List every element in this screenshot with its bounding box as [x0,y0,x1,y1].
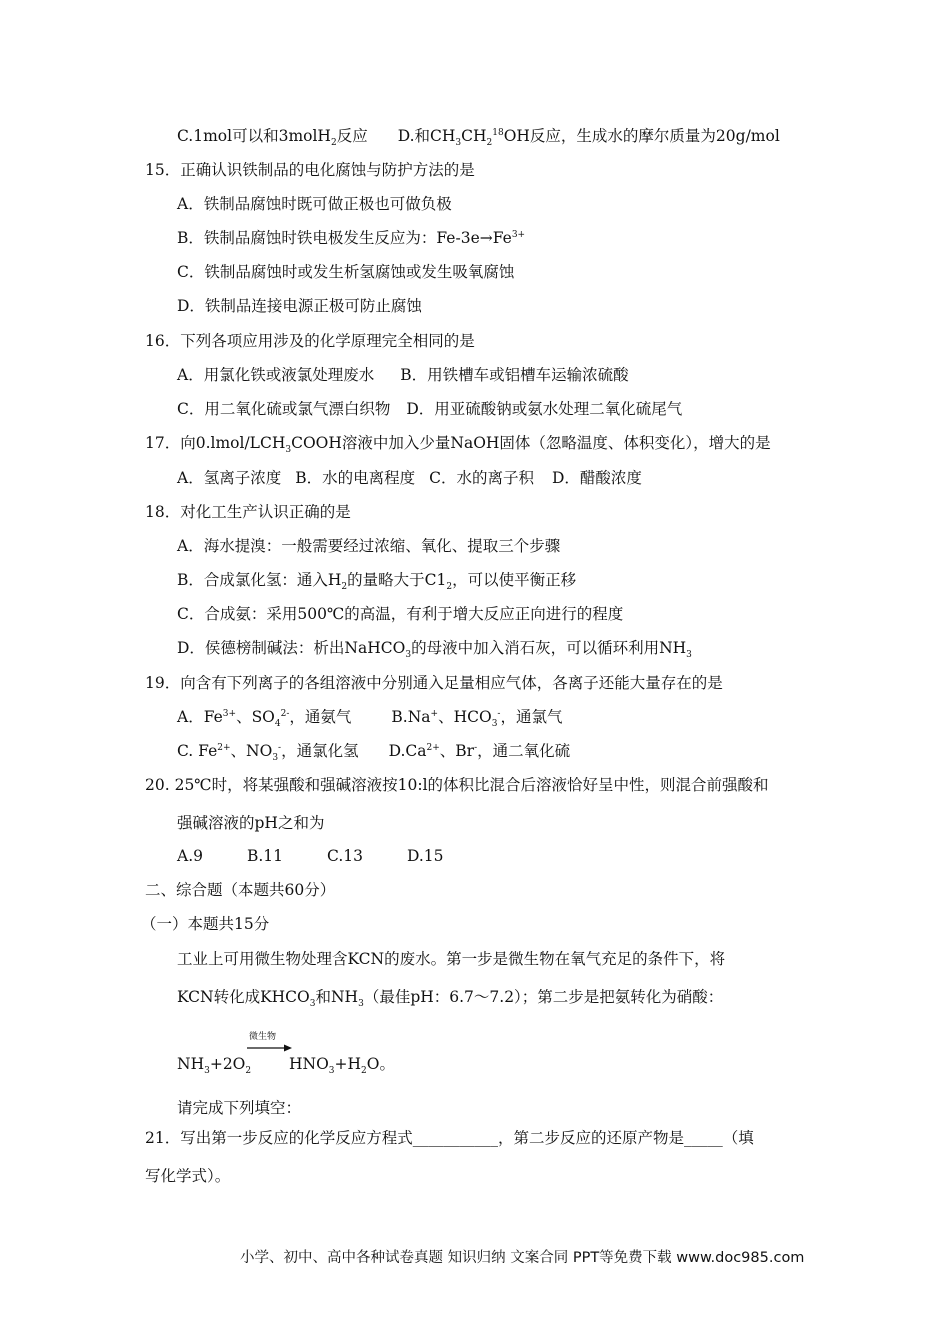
instruction: 请完成下列填空： [177,1099,302,1117]
q20-options [177,846,444,866]
equation-left: $NH_3+2O_2$ [177,1055,252,1077]
intro-paragraph-line1: 工业上可用微生物处理含KCN的废水。第一步是微生物在氧气充足的条件下，将 [177,950,726,968]
q14-option-c: C.1mol可以和3molH$_2$反应 [177,127,368,149]
q17-option-a: A．氢离子浓度 [177,469,282,487]
intro-paragraph-line2: KCN转化成$KHCO_3$和$NH_3$（最佳pH：6.7～7.2）；第二步是把氨转化为硝酸： [177,988,724,1010]
q17-options [177,468,642,488]
part-heading: （一）本题共15分 [141,915,270,933]
right-arrow-icon [247,1044,293,1052]
q16-options-cd [177,399,682,419]
q14-options [177,126,780,149]
footer: 小学、初中、高中各种试卷真题 知识归纳 文案合同 PPT等免费下载 www.doc985.com [240,1250,805,1266]
q19-option-c: C. $Fe^{2+}$、$NO_3^-$，通氯化氢 [177,742,359,764]
q21-line2: 写化学式）。 [145,1167,231,1185]
q18-option-c: C．合成氨：采用500℃的高温，有利于增大反应正向进行的程度 [177,605,624,623]
q18-option-a: A．海水提溴：一般需要经过浓缩、氧化、提取三个步骤 [177,537,561,555]
q19-options-ab [177,707,563,730]
section-title: 二、综合题（本题共60分） [145,881,336,899]
q19-option-a: A．$Fe^{3+}$、$SO_4^{2-}$，通氨气 [177,708,352,730]
q20-option-d: D.15 [407,847,444,865]
q16-option-d: D．用亚硫酸钠或氨水处理二氧化硫尾气 [406,400,683,418]
q15-option-b: B．铁制品腐蚀时铁电极发生反应为：$Fe-3e\to Fe^{3+}$ [177,229,526,247]
q15-stem: 15．正确认识铁制品的电化腐蚀与防护方法的是 [145,161,475,179]
q19-option-b: B.Na+、$HCO_3^-$，通氯气 [391,708,563,730]
q18-stem: 18．对化工生产认识正确的是 [145,503,351,521]
q20-option-b: B.11 [246,847,284,865]
q19-options-cd [177,741,571,764]
q16-stem: 16．下列各项应用涉及的化学原理完全相同的是 [145,332,475,350]
q17-stem: 17．向$0.lmol/LCH_3COOH$溶液中加入少量NaOH固体（忽略温度、体积变化），增大的是 [145,434,771,456]
reaction-arrow [247,1032,293,1058]
q15-option-a: A．铁制品腐蚀时既可做正极也可做负极 [177,195,452,213]
equation-right: $HNO_3+H_2O$。 [289,1055,395,1077]
q19-option-d: $D.Ca^{2+}$、Br-，通二氧化硫 [388,742,571,760]
arrow-label: 微生物 [249,1032,277,1042]
q20-option-a: A.9 [177,847,203,865]
q20-stem-line2: 强碱溶液的pH之和为 [177,814,325,832]
q16-option-c: C．用二氧化硫或氯气漂白织物 [177,400,391,418]
q21-line1: 21．写出第一步反应的化学反应方程式___________，第二步反应的还原产物是_____（填 [145,1129,754,1147]
q18-option-d: D．侯德榜制碱法：析出NaHCO$_3$的母液中加入消石灰，可以循环利用$NH_3$ [177,639,692,661]
q16-option-b: B．用铁槽车或铝槽车运输浓硫酸 [400,366,629,384]
q14-option-d: D.和$CH_3CH_2^{18}OH$反应，生成水的摩尔质量为20g/mol [397,127,780,149]
q19-stem: 19．向含有下列离子的各组溶液中分别通入足量相应气体，各离子还能大量存在的是 [145,674,723,692]
q17-option-c: C．水的离子积 [429,469,534,487]
q17-option-d: D．醋酸浓度 [551,469,642,487]
q18-option-b: B．合成氯化氢：通入$H_2$的量略大于$C1_2$，可以使平衡正移 [177,571,577,593]
q16-options-ab [177,365,629,385]
q15-option-d: D．铁制品连接电源正极可防止腐蚀 [177,297,422,315]
q17-option-b: B．水的电离程度 [295,469,416,487]
q20-stem-line1: 20. 25℃时，将某强酸和强碱溶液按10:l的体积比混合后溶液恰好呈中性，则混合前强酸和 [145,776,769,794]
q16-option-a: A．用氯化铁或液氯处理废水 [177,366,375,384]
q20-option-c: C.13 [327,847,363,865]
q15-option-c: C．铁制品腐蚀时或发生析氢腐蚀或发生吸氧腐蚀 [177,263,515,281]
